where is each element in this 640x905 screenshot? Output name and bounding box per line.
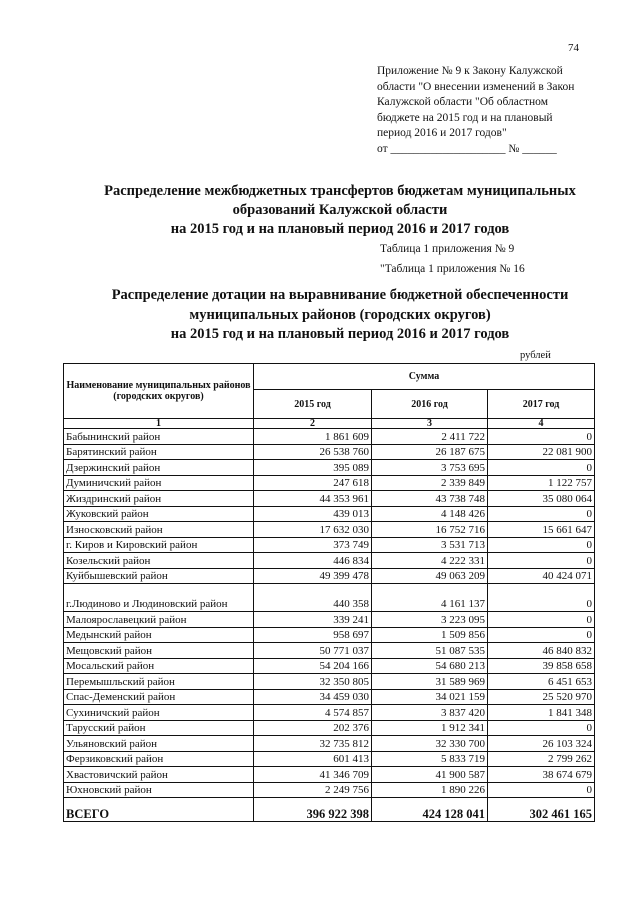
amount-2016-cell: 1 912 341: [372, 720, 488, 736]
table-row: [64, 444, 595, 460]
district-name-cell: Думиничский район: [64, 475, 254, 491]
amount-2015-cell: 32 735 812: [254, 736, 372, 752]
amount-2017-cell: 0: [488, 584, 595, 612]
district-name-cell: Перемышльский район: [64, 674, 254, 690]
sub-title-line: Распределение дотации на выравнивание бюджетной обеспеченности: [111, 287, 569, 303]
table-row: [64, 720, 595, 736]
col-number: 1: [64, 419, 254, 429]
district-name-cell: г. Киров и Кировский район: [64, 537, 254, 553]
district-name-cell: Козельский район: [64, 553, 254, 569]
district-name-cell: Малоярославецкий район: [64, 612, 254, 628]
district-name-cell: Куйбышевский район: [64, 568, 254, 584]
table-row: [64, 658, 595, 674]
district-name-cell: Спас-Деменский район: [64, 689, 254, 705]
table-body: [64, 429, 595, 822]
district-name-cell: Тарусский район: [64, 720, 254, 736]
table-reference: Таблица 1 приложения № 9: [380, 243, 515, 255]
total-row: [64, 798, 595, 822]
amount-2015-cell: 2 249 756: [254, 782, 372, 798]
header-name: Наименование муниципальных районов (городских округов): [64, 364, 254, 419]
amount-2016-cell: 16 752 716: [372, 522, 488, 538]
amount-2017-cell: 0: [488, 460, 595, 476]
amount-2016-cell: 3 753 695: [372, 460, 488, 476]
amount-2016-cell: 51 087 535: [372, 643, 488, 659]
amount-2017-cell: 40 424 071: [488, 568, 595, 584]
amount-2017-cell: 0: [488, 537, 595, 553]
amount-2015-cell: 373 749: [254, 537, 372, 553]
amount-2017-cell: 0: [488, 506, 595, 522]
district-name-cell: Жуковский район: [64, 506, 254, 522]
amount-2015-cell: 34 459 030: [254, 689, 372, 705]
table-row: [64, 612, 595, 628]
amount-2017-cell: 15 661 647: [488, 522, 595, 538]
district-name-cell: Жиздринский район: [64, 491, 254, 507]
district-name-cell: Ферзиковский район: [64, 751, 254, 767]
amount-2016-cell: 3 837 420: [372, 705, 488, 721]
amount-2015-cell: 446 834: [254, 553, 372, 569]
table-row: [64, 506, 595, 522]
amount-2016-cell: 54 680 213: [372, 658, 488, 674]
amount-2015-cell: 49 399 478: [254, 568, 372, 584]
table-row: [64, 643, 595, 659]
district-name-cell: Юхновский район: [64, 782, 254, 798]
header-sum: Сумма: [254, 364, 595, 390]
amount-2016-cell: 41 900 587: [372, 767, 488, 783]
annex-line: от ____________________ № ______: [377, 142, 557, 155]
sub-title-line: на 2015 год и на плановый период 2016 и 2017 годов: [170, 326, 510, 342]
sub-title: [60, 286, 620, 345]
annex-line: период 2016 и 2017 годов": [377, 127, 507, 139]
amount-2017-cell: 0: [488, 429, 595, 445]
district-name-cell: Мосальский район: [64, 658, 254, 674]
amount-2016-cell: 1 509 856: [372, 627, 488, 643]
table-row: [64, 460, 595, 476]
amount-2017-cell: 35 080 064: [488, 491, 595, 507]
amount-2016-cell: 31 589 969: [372, 674, 488, 690]
col-number: 2: [254, 419, 372, 429]
district-name-cell: Мещовский район: [64, 643, 254, 659]
total-2015-cell: 396 922 398: [254, 798, 372, 822]
district-name-cell: Медынский район: [64, 627, 254, 643]
amount-2017-cell: 46 840 832: [488, 643, 595, 659]
amount-2017-cell: 1 841 348: [488, 705, 595, 721]
amount-2016-cell: 34 021 159: [372, 689, 488, 705]
total-label-cell: ВСЕГО: [64, 798, 254, 822]
table-row: [64, 736, 595, 752]
amount-2016-cell: 3 531 713: [372, 537, 488, 553]
amount-2016-cell: 32 330 700: [372, 736, 488, 752]
amount-2015-cell: 54 204 166: [254, 658, 372, 674]
amount-2015-cell: 50 771 037: [254, 643, 372, 659]
table-row: [64, 782, 595, 798]
amount-2015-cell: 32 350 805: [254, 674, 372, 690]
table-row: [64, 522, 595, 538]
amount-2015-cell: 440 358: [254, 584, 372, 612]
amount-2017-cell: 38 674 679: [488, 767, 595, 783]
total-2017-cell: 302 461 165: [488, 798, 595, 822]
district-name-cell: Дзержинский район: [64, 460, 254, 476]
table-row: [64, 537, 595, 553]
transfers-table: [63, 363, 595, 822]
district-name-cell: Хвастовичский район: [64, 767, 254, 783]
col-number: 3: [372, 419, 488, 429]
main-title-line: Распределение межбюджетных трансфертов бюджетам муниципальных: [104, 183, 576, 199]
units-label: рублей: [520, 350, 551, 361]
amount-2015-cell: 247 618: [254, 475, 372, 491]
main-title: [60, 182, 620, 239]
table-row: [64, 627, 595, 643]
table-row: [64, 553, 595, 569]
amount-2017-cell: 0: [488, 612, 595, 628]
page-number: 74: [568, 42, 579, 54]
amount-2015-cell: 601 413: [254, 751, 372, 767]
amount-2017-cell: 0: [488, 553, 595, 569]
col-number: 4: [488, 419, 595, 429]
district-name-cell: Барятинский район: [64, 444, 254, 460]
amount-2015-cell: 1 861 609: [254, 429, 372, 445]
amount-2015-cell: 958 697: [254, 627, 372, 643]
table-row: [64, 767, 595, 783]
amount-2017-cell: 39 858 658: [488, 658, 595, 674]
table-row: [64, 674, 595, 690]
annex-line: области "О внесении изменений в Закон: [377, 80, 575, 93]
district-name-cell: Ульяновский район: [64, 736, 254, 752]
amount-2015-cell: 439 013: [254, 506, 372, 522]
table-row: [64, 705, 595, 721]
amount-2016-cell: 3 223 095: [372, 612, 488, 628]
amount-2016-cell: 43 738 748: [372, 491, 488, 507]
amount-2017-cell: 26 103 324: [488, 736, 595, 752]
annex-line: бюджете на 2015 год и на плановый: [377, 111, 553, 124]
amount-2017-cell: 0: [488, 782, 595, 798]
amount-2016-cell: 49 063 209: [372, 568, 488, 584]
amount-2015-cell: 41 346 709: [254, 767, 372, 783]
amount-2017-cell: 0: [488, 627, 595, 643]
sub-title-line: муниципальных районов (городских округов): [189, 306, 491, 323]
annex-reference: [377, 64, 590, 157]
amount-2017-cell: 22 081 900: [488, 444, 595, 460]
amount-2016-cell: 5 833 719: [372, 751, 488, 767]
amount-2017-cell: 25 520 970: [488, 689, 595, 705]
table-row: [64, 751, 595, 767]
header-year-2016: 2016 год: [372, 390, 488, 419]
amount-2015-cell: 26 538 760: [254, 444, 372, 460]
amount-2016-cell: 4 161 137: [372, 584, 488, 612]
amount-2015-cell: 202 376: [254, 720, 372, 736]
amount-2015-cell: 395 089: [254, 460, 372, 476]
table-row: [64, 689, 595, 705]
table-row: [64, 475, 595, 491]
amount-2017-cell: 0: [488, 720, 595, 736]
table-row: [64, 568, 595, 584]
table-row: [64, 584, 595, 612]
amount-2015-cell: 339 241: [254, 612, 372, 628]
amount-2015-cell: 44 353 961: [254, 491, 372, 507]
amount-2016-cell: 2 411 722: [372, 429, 488, 445]
amount-2016-cell: 4 148 426: [372, 506, 488, 522]
table-row: [64, 491, 595, 507]
main-title-line: образований Калужской области: [232, 202, 448, 218]
amount-2017-cell: 1 122 757: [488, 475, 595, 491]
amount-2016-cell: 4 222 331: [372, 553, 488, 569]
amount-2015-cell: 4 574 857: [254, 705, 372, 721]
amount-2017-cell: 2 799 262: [488, 751, 595, 767]
total-2016-cell: 424 128 041: [372, 798, 488, 822]
district-name-cell: г.Людиново и Людиновский район: [64, 584, 254, 612]
amount-2016-cell: 2 339 849: [372, 475, 488, 491]
annex-line: Приложение № 9 к Закону Калужской: [377, 65, 563, 77]
amount-2017-cell: 6 451 653: [488, 674, 595, 690]
amount-2015-cell: 17 632 030: [254, 522, 372, 538]
amount-2016-cell: 1 890 226: [372, 782, 488, 798]
district-name-cell: Сухиничский район: [64, 705, 254, 721]
annex-line: Калужской области "Об областном: [377, 96, 548, 108]
district-name-cell: Бабынинский район: [64, 429, 254, 445]
header-year-2015: 2015 год: [254, 390, 372, 419]
district-name-cell: Износковский район: [64, 522, 254, 538]
table-reference: "Таблица 1 приложения № 16: [380, 263, 525, 275]
amount-2016-cell: 26 187 675: [372, 444, 488, 460]
main-title-line: на 2015 год и на плановый период 2016 и 2017 годов: [170, 221, 510, 237]
header-year-2017: 2017 год: [488, 390, 595, 419]
table-row: [64, 429, 595, 445]
